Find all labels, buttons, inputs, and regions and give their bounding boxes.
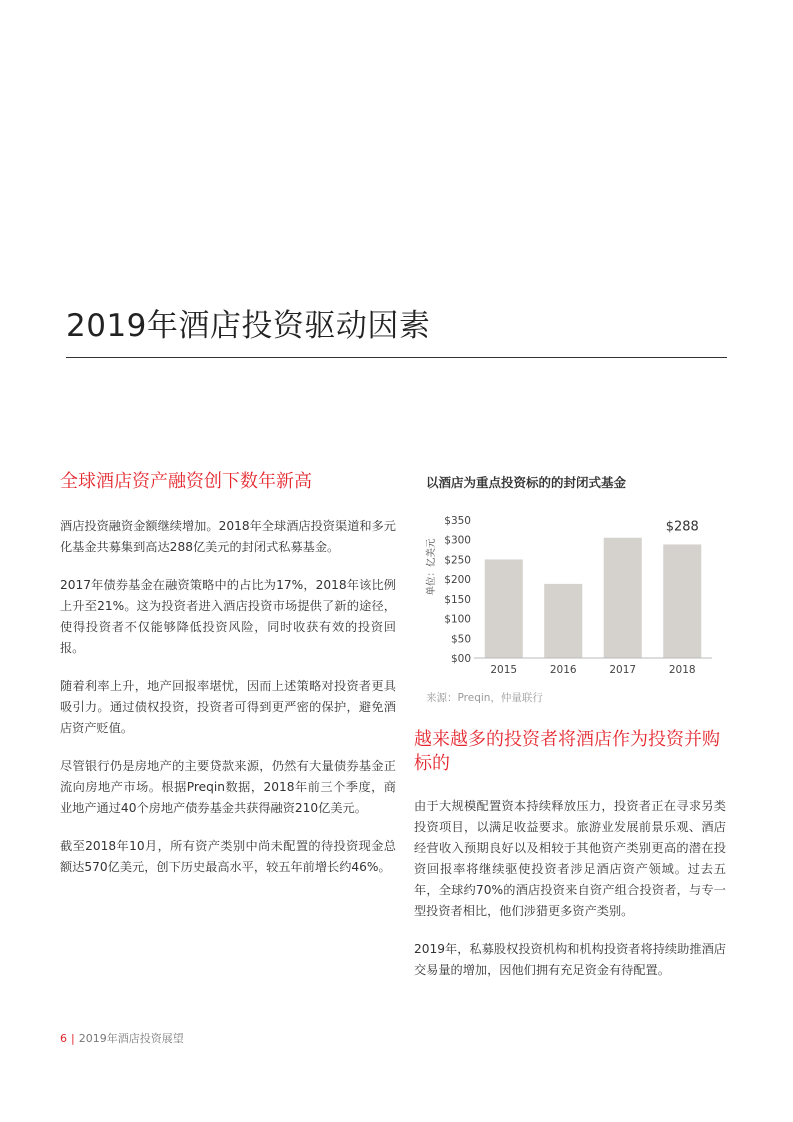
- chart-y-tick-label: $100: [444, 613, 471, 626]
- right-section-heading: 越来越多的投资者将酒店作为投资并购标的: [414, 729, 720, 774]
- publication-title: 2019年酒店投资展望: [78, 1032, 184, 1045]
- chart-x-tick-label: 2015: [490, 664, 518, 676]
- title-divider: [66, 357, 727, 358]
- right-body: [414, 796, 726, 998]
- left-section-heading: 全球酒店资产融资创下数年新高: [60, 471, 312, 492]
- chart-bar: [663, 544, 701, 658]
- chart-y-tick-label: $200: [444, 574, 471, 587]
- chart-bar: [485, 559, 523, 658]
- footer-separator: |: [71, 1032, 75, 1045]
- chart-y-tick-label: $00: [450, 653, 471, 665]
- bar-chart: [414, 508, 726, 688]
- right-paragraph-1: 由于大规模配置资本持续释放压力，投资者正在寻求另类投资项目，以满足收益要求。旅游业发展前景乐观、酒店经营收入预期良好以及相较于其他资产类别更高的潜在投资回报率将继续驱使投资者涉足酒店资产领域。过去五年，全球约70%的酒店投资来自资产组合投资者，与专一型投资者相比，他们涉猎更多资产类别。: [414, 799, 726, 918]
- left-paragraph-1: 酒店投资融资金额继续增加。2018年全球酒店投资渠道和多元化基金共募集到高达288亿美元的封闭式私募基金。: [60, 519, 396, 554]
- chart-x-tick-label: 2016: [549, 664, 577, 676]
- left-column: [60, 470, 396, 895]
- right-paragraph-2: 2019年，私募股权投资机构和机构投资者将持续助推酒店交易量的增加，因他们拥有充足资金有待配置。: [414, 942, 726, 977]
- left-paragraph-5: 截至2018年10月，所有资产类别中尚未配置的待投资现金总额达570亿美元，创下历史最高水平，较五年前增长约46%。: [60, 839, 396, 874]
- chart-data-label: $288: [665, 519, 699, 535]
- left-paragraph-2: 2017年债券基金在融资策略中的占比为17%，2018年该比例上升至21%。这为投资者进入酒店投资市场提供了新的途径，使得投资者不仅能够降低投资风险，同时收获有效的投资回报。: [60, 578, 396, 655]
- left-paragraph-4: 尽管银行仍是房地产的主要贷款来源，仍然有大量债券基金正流向房地产市场。根据Preqin数据，2018年前三个季度，商业地产通过40个房地产债券基金共获得融资210亿美元。: [60, 759, 396, 815]
- chart-y-tick-label: $50: [450, 633, 471, 646]
- chart-y-tick-label: $150: [444, 593, 471, 606]
- right-column: [414, 470, 726, 977]
- chart-container: [414, 508, 726, 688]
- left-paragraph-3: 随着利率上升，地产回报率堪忧，因而上述策略对投资者更具吸引力。通过债权投资，投资者可得到更严密的保护，避免酒店资产贬值。: [60, 679, 396, 735]
- chart-y-tick-label: $300: [444, 534, 471, 547]
- page-number: 6: [60, 1032, 67, 1045]
- chart-title: 以酒店为重点投资标的的封闭式基金: [426, 475, 627, 490]
- chart-x-tick-label: 2017: [609, 664, 637, 676]
- chart-source: 来源：Preqin，仲量联行: [426, 692, 543, 704]
- page-footer: [60, 1030, 184, 1046]
- chart-y-axis-label: 单位：亿美元: [426, 538, 437, 596]
- page-title: 2019年酒店投资驱动因素: [66, 308, 431, 344]
- chart-y-tick-label: $250: [444, 554, 471, 567]
- chart-bar: [604, 538, 642, 658]
- chart-bar: [544, 584, 582, 658]
- chart-y-tick-label: $350: [444, 515, 471, 527]
- chart-x-tick-label: 2018: [668, 664, 696, 676]
